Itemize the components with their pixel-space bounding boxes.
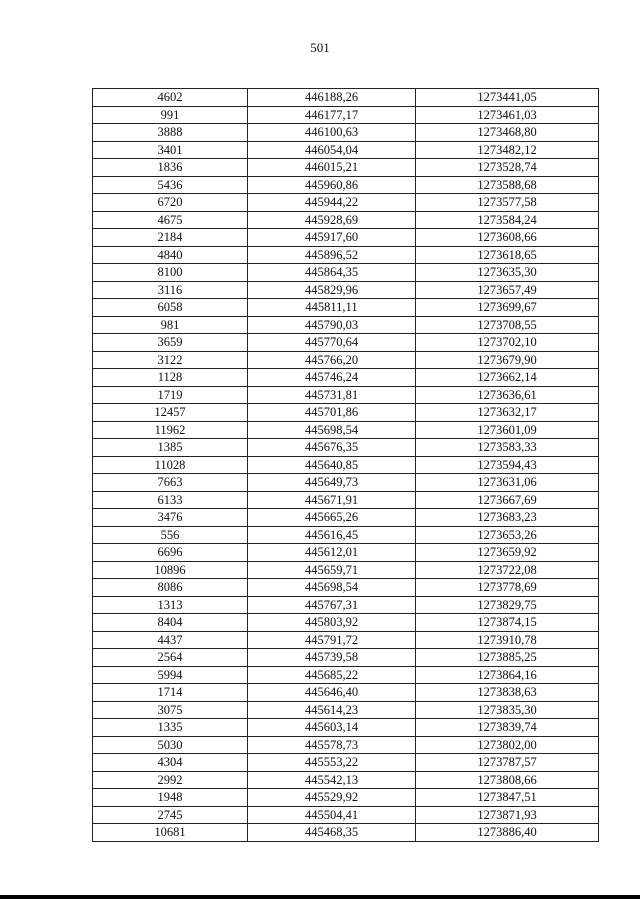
table-row	[93, 299, 599, 317]
y-coordinate-cell: 1273608,66	[416, 229, 599, 247]
table-row	[93, 229, 599, 247]
table-row	[93, 246, 599, 264]
x-coordinate-cell: 445612,01	[248, 544, 416, 562]
point-number-cell: 7663	[93, 474, 248, 492]
table-row	[93, 334, 599, 352]
y-coordinate-cell: 1273835,30	[416, 701, 599, 719]
point-number-cell: 3075	[93, 701, 248, 719]
x-coordinate-cell: 445468,35	[248, 824, 416, 842]
y-coordinate-cell: 1273679,90	[416, 351, 599, 369]
y-coordinate-cell: 1273594,43	[416, 456, 599, 474]
point-number-cell: 1335	[93, 719, 248, 737]
table-row	[93, 614, 599, 632]
table-row	[93, 124, 599, 142]
table-row	[93, 194, 599, 212]
y-coordinate-cell: 1273588,68	[416, 176, 599, 194]
y-coordinate-cell: 1273482,12	[416, 141, 599, 159]
table-row	[93, 421, 599, 439]
point-number-cell: 4304	[93, 754, 248, 772]
table-row	[93, 491, 599, 509]
table-row	[93, 211, 599, 229]
y-coordinate-cell: 1273885,25	[416, 649, 599, 667]
x-coordinate-cell: 445790,03	[248, 316, 416, 334]
x-coordinate-cell: 445578,73	[248, 736, 416, 754]
y-coordinate-cell: 1273659,92	[416, 544, 599, 562]
point-number-cell: 10681	[93, 824, 248, 842]
y-coordinate-cell: 1273864,16	[416, 666, 599, 684]
x-coordinate-cell: 445671,91	[248, 491, 416, 509]
point-number-cell: 3659	[93, 334, 248, 352]
point-number-cell: 10896	[93, 561, 248, 579]
x-coordinate-cell: 445917,60	[248, 229, 416, 247]
point-number-cell: 556	[93, 526, 248, 544]
x-coordinate-cell: 445676,35	[248, 439, 416, 457]
x-coordinate-cell: 445731,81	[248, 386, 416, 404]
y-coordinate-cell: 1273583,33	[416, 439, 599, 457]
x-coordinate-cell: 445701,86	[248, 404, 416, 422]
y-coordinate-cell: 1273871,93	[416, 806, 599, 824]
table-row	[93, 719, 599, 737]
table-row	[93, 264, 599, 282]
y-coordinate-cell: 1273584,24	[416, 211, 599, 229]
x-coordinate-cell: 445529,92	[248, 789, 416, 807]
table-row	[93, 771, 599, 789]
x-coordinate-cell: 446054,04	[248, 141, 416, 159]
table-row	[93, 281, 599, 299]
y-coordinate-cell: 1273632,17	[416, 404, 599, 422]
point-number-cell: 8086	[93, 579, 248, 597]
x-coordinate-cell: 445896,52	[248, 246, 416, 264]
point-number-cell: 6696	[93, 544, 248, 562]
x-coordinate-cell: 445504,41	[248, 806, 416, 824]
table-row	[93, 474, 599, 492]
y-coordinate-cell: 1273468,80	[416, 124, 599, 142]
x-coordinate-cell: 445767,31	[248, 596, 416, 614]
table-row	[93, 649, 599, 667]
x-coordinate-cell: 445829,96	[248, 281, 416, 299]
y-coordinate-cell: 1273461,03	[416, 106, 599, 124]
table-row	[93, 89, 599, 107]
x-coordinate-cell: 445811,11	[248, 299, 416, 317]
y-coordinate-cell: 1273778,69	[416, 579, 599, 597]
y-coordinate-cell: 1273667,69	[416, 491, 599, 509]
table-row	[93, 561, 599, 579]
y-coordinate-cell: 1273601,09	[416, 421, 599, 439]
y-coordinate-cell: 1273722,08	[416, 561, 599, 579]
x-coordinate-cell: 445944,22	[248, 194, 416, 212]
y-coordinate-cell: 1273838,63	[416, 684, 599, 702]
table-row	[93, 684, 599, 702]
table-row	[93, 351, 599, 369]
table-row	[93, 456, 599, 474]
table-row	[93, 579, 599, 597]
y-coordinate-cell: 1273839,74	[416, 719, 599, 737]
table-row	[93, 544, 599, 562]
y-coordinate-cell: 1273636,61	[416, 386, 599, 404]
y-coordinate-cell: 1273653,26	[416, 526, 599, 544]
y-coordinate-cell: 1273787,57	[416, 754, 599, 772]
point-number-cell: 991	[93, 106, 248, 124]
point-number-cell: 5994	[93, 666, 248, 684]
point-number-cell: 1714	[93, 684, 248, 702]
point-number-cell: 2745	[93, 806, 248, 824]
x-coordinate-cell: 445616,45	[248, 526, 416, 544]
x-coordinate-cell: 445766,20	[248, 351, 416, 369]
x-coordinate-cell: 445646,40	[248, 684, 416, 702]
y-coordinate-cell: 1273802,00	[416, 736, 599, 754]
point-number-cell: 4675	[93, 211, 248, 229]
x-coordinate-cell: 445603,14	[248, 719, 416, 737]
point-number-cell: 1948	[93, 789, 248, 807]
table-row	[93, 806, 599, 824]
x-coordinate-cell: 446188,26	[248, 89, 416, 107]
table-row	[93, 701, 599, 719]
y-coordinate-cell: 1273528,74	[416, 159, 599, 177]
y-coordinate-cell: 1273886,40	[416, 824, 599, 842]
point-number-cell: 4437	[93, 631, 248, 649]
y-coordinate-cell: 1273708,55	[416, 316, 599, 334]
x-coordinate-cell: 445770,64	[248, 334, 416, 352]
table-row	[93, 509, 599, 527]
table-row	[93, 404, 599, 422]
y-coordinate-cell: 1273618,65	[416, 246, 599, 264]
point-number-cell: 1385	[93, 439, 248, 457]
point-number-cell: 11028	[93, 456, 248, 474]
table-row	[93, 824, 599, 842]
x-coordinate-cell: 445864,35	[248, 264, 416, 282]
x-coordinate-cell: 445659,71	[248, 561, 416, 579]
x-coordinate-cell: 445614,23	[248, 701, 416, 719]
x-coordinate-cell: 445791,72	[248, 631, 416, 649]
x-coordinate-cell: 445665,26	[248, 509, 416, 527]
point-number-cell: 2564	[93, 649, 248, 667]
y-coordinate-cell: 1273910,78	[416, 631, 599, 649]
x-coordinate-cell: 445803,92	[248, 614, 416, 632]
table-row	[93, 141, 599, 159]
point-number-cell: 6133	[93, 491, 248, 509]
x-coordinate-cell: 445960,86	[248, 176, 416, 194]
x-coordinate-cell: 445928,69	[248, 211, 416, 229]
x-coordinate-cell: 445739,58	[248, 649, 416, 667]
x-coordinate-cell: 445649,73	[248, 474, 416, 492]
point-number-cell: 1836	[93, 159, 248, 177]
point-number-cell: 5030	[93, 736, 248, 754]
y-coordinate-cell: 1273441,05	[416, 89, 599, 107]
point-number-cell: 1128	[93, 369, 248, 387]
y-coordinate-cell: 1273808,66	[416, 771, 599, 789]
point-number-cell: 3476	[93, 509, 248, 527]
table-row	[93, 631, 599, 649]
table-row	[93, 596, 599, 614]
page-number: 501	[310, 40, 330, 55]
table-row	[93, 789, 599, 807]
point-number-cell: 1719	[93, 386, 248, 404]
table-row	[93, 159, 599, 177]
x-coordinate-cell: 446100,63	[248, 124, 416, 142]
x-coordinate-cell: 445698,54	[248, 579, 416, 597]
y-coordinate-cell: 1273699,67	[416, 299, 599, 317]
point-number-cell: 2992	[93, 771, 248, 789]
table-row	[93, 526, 599, 544]
y-coordinate-cell: 1273635,30	[416, 264, 599, 282]
x-coordinate-cell: 445746,24	[248, 369, 416, 387]
point-number-cell: 8100	[93, 264, 248, 282]
point-number-cell: 3401	[93, 141, 248, 159]
point-number-cell: 6058	[93, 299, 248, 317]
x-coordinate-cell: 445685,22	[248, 666, 416, 684]
x-coordinate-cell: 446177,17	[248, 106, 416, 124]
point-number-cell: 3888	[93, 124, 248, 142]
bottom-edge-rule	[0, 895, 640, 899]
table-body	[93, 89, 599, 842]
point-number-cell: 5436	[93, 176, 248, 194]
x-coordinate-cell: 445640,85	[248, 456, 416, 474]
x-coordinate-cell: 445698,54	[248, 421, 416, 439]
y-coordinate-cell: 1273577,58	[416, 194, 599, 212]
table-row	[93, 736, 599, 754]
y-coordinate-cell: 1273702,10	[416, 334, 599, 352]
point-number-cell: 4840	[93, 246, 248, 264]
x-coordinate-cell: 445542,13	[248, 771, 416, 789]
table-row	[93, 754, 599, 772]
y-coordinate-cell: 1273847,51	[416, 789, 599, 807]
point-number-cell: 6720	[93, 194, 248, 212]
y-coordinate-cell: 1273874,15	[416, 614, 599, 632]
point-number-cell: 12457	[93, 404, 248, 422]
y-coordinate-cell: 1273631,06	[416, 474, 599, 492]
x-coordinate-cell: 445553,22	[248, 754, 416, 772]
y-coordinate-cell: 1273683,23	[416, 509, 599, 527]
y-coordinate-cell: 1273657,49	[416, 281, 599, 299]
x-coordinate-cell: 446015,21	[248, 159, 416, 177]
table-row	[93, 386, 599, 404]
point-number-cell: 8404	[93, 614, 248, 632]
table-row	[93, 439, 599, 457]
table-row	[93, 666, 599, 684]
table-row	[93, 106, 599, 124]
point-number-cell: 4602	[93, 89, 248, 107]
point-number-cell: 3122	[93, 351, 248, 369]
point-number-cell: 11962	[93, 421, 248, 439]
table-row	[93, 176, 599, 194]
coordinates-table	[92, 88, 599, 842]
point-number-cell: 981	[93, 316, 248, 334]
y-coordinate-cell: 1273829,75	[416, 596, 599, 614]
point-number-cell: 1313	[93, 596, 248, 614]
table-row	[93, 316, 599, 334]
table-row	[93, 369, 599, 387]
point-number-cell: 3116	[93, 281, 248, 299]
y-coordinate-cell: 1273662,14	[416, 369, 599, 387]
point-number-cell: 2184	[93, 229, 248, 247]
